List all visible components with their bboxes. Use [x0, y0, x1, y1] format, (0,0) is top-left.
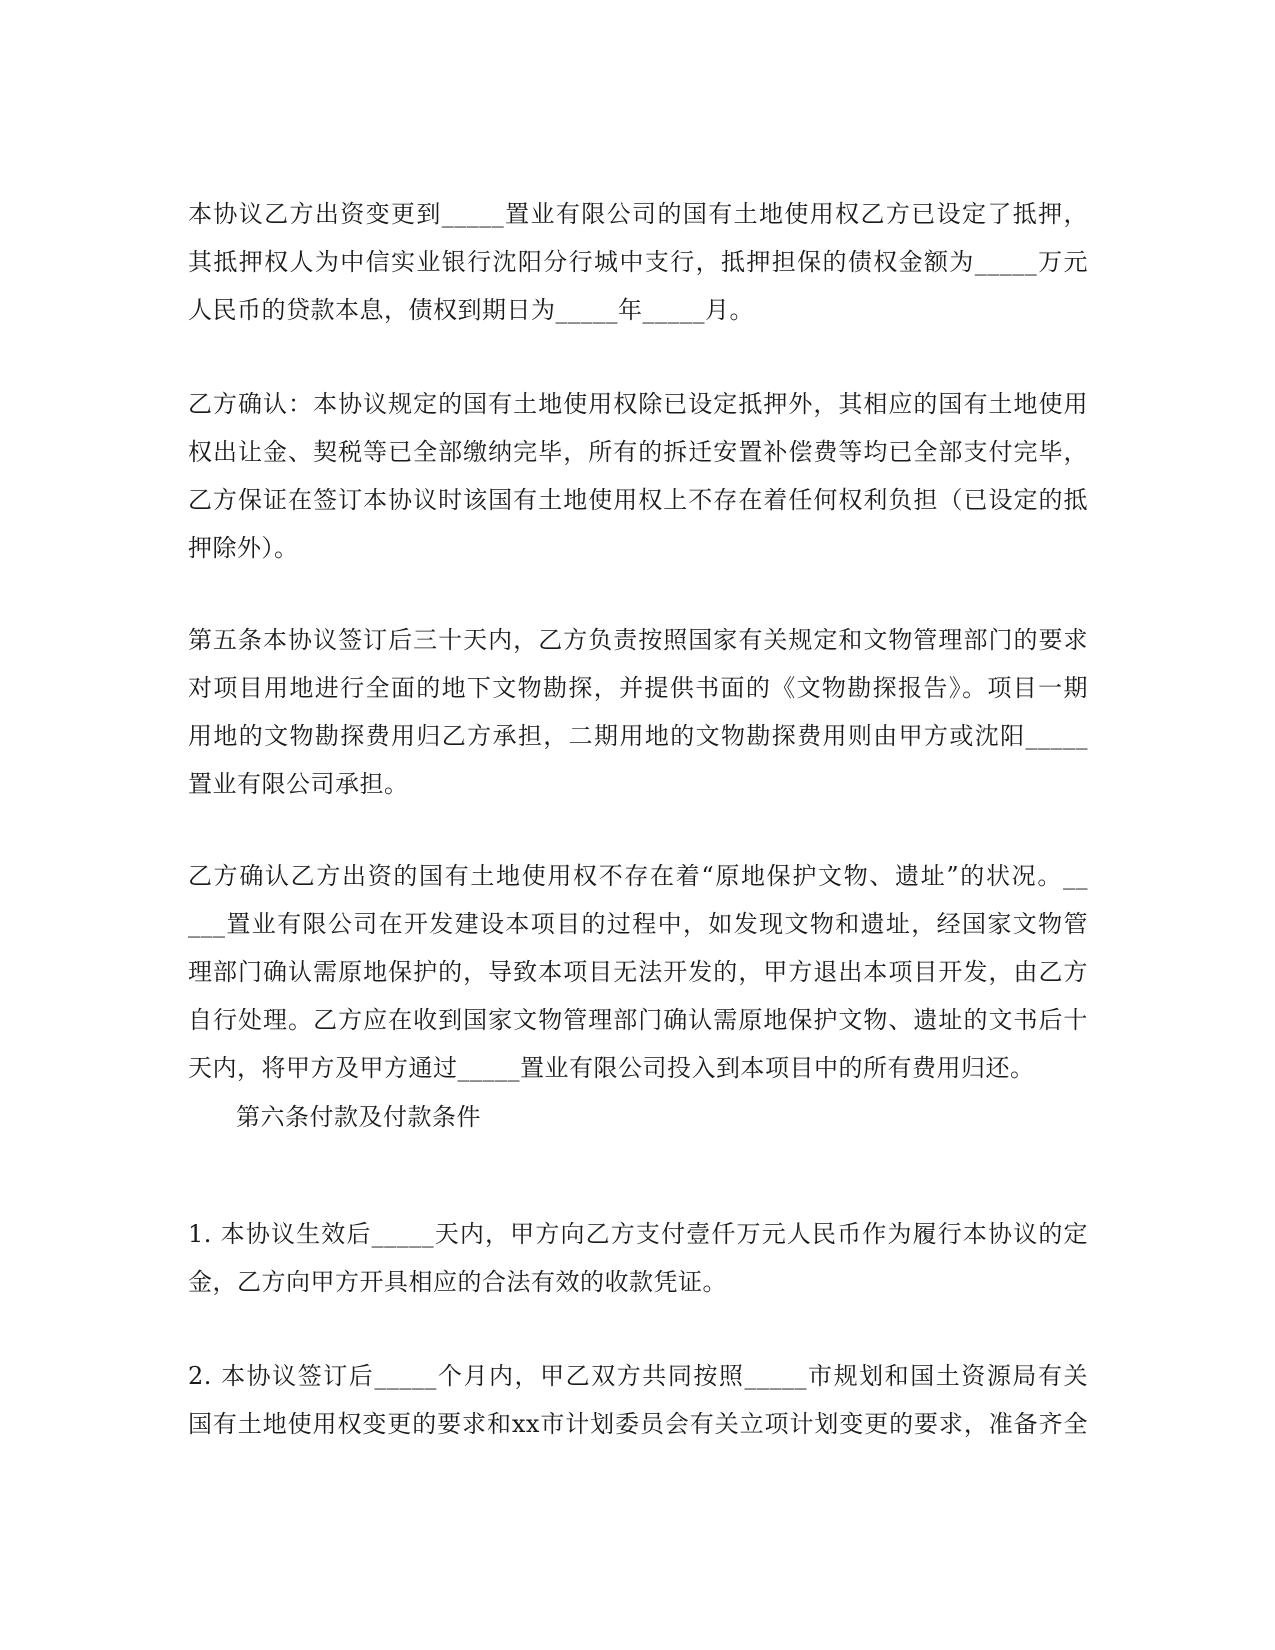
text-line: 其抵押权人为中信实业银行沈阳分行城中支行，抵押担保的债权金额为_____万元	[188, 248, 1088, 276]
text-line: 押除外）。	[188, 534, 299, 562]
text-line: 天内，将甲方及甲方通过_____置业有限公司投入到本项目中的所有费用归还。	[188, 1054, 1035, 1082]
text-line: 权出让金、契税等已全部缴纳完毕，所有的拆迁安置补偿费等均已全部支付完毕，	[188, 438, 1088, 466]
paragraph-item-1	[188, 1210, 1088, 1306]
text-line: 乙方确认：本协议规定的国有土地使用权除已设定抵押外，其相应的国有土地使用	[188, 390, 1088, 418]
text-line: 1. 本协议生效后_____天内，甲方向乙方支付壹仟万元人民币作为履行本协议的定	[188, 1220, 1088, 1248]
paragraph-relics	[188, 852, 1088, 1092]
text-line: ___置业有限公司在开发建设本项目的过程中，如发现文物和遗址，经国家文物管	[188, 910, 1088, 938]
text-line: 理部门确认需原地保护的，导致本项目无法开发的，甲方退出本项目开发，由乙方	[188, 958, 1088, 986]
paragraph-article-five	[188, 616, 1088, 808]
paragraph-mortgage	[188, 190, 1088, 334]
text-line: 金，乙方向甲方开具相应的合法有效的收款凭证。	[188, 1268, 727, 1296]
text-line: 乙方确认乙方出资的国有土地使用权不存在着“原地保护文物、遗址”的状况。__	[188, 862, 1088, 890]
text-line: 自行处理。乙方应在收到国家文物管理部门确认需原地保护文物、遗址的文书后十	[188, 1006, 1088, 1034]
text-line: 国有土地使用权变更的要求和xx市计划委员会有关立项计划变更的要求，准备齐全	[188, 1410, 1088, 1438]
text-line: 第五条本协议签订后三十天内，乙方负责按照国家有关规定和文物管理部门的要求	[188, 626, 1088, 654]
text-line: 置业有限公司承担。	[188, 770, 409, 798]
text-line: 对项目用地进行全面的地下文物勘探，并提供书面的《文物勘探报告》。项目一期	[188, 674, 1088, 702]
paragraph-item-2	[188, 1352, 1088, 1448]
text-line: 人民币的贷款本息，债权到期日为_____年_____月。	[188, 296, 754, 324]
text-line: 2. 本协议签订后_____个月内，甲乙双方共同按照_____市规划和国土资源局有关	[188, 1362, 1088, 1390]
text-line: 乙方保证在签订本协议时该国有土地使用权上不存在着任何权利负担（已设定的抵	[188, 486, 1088, 514]
text-line: 本协议乙方出资变更到_____置业有限公司的国有土地使用权乙方已设定了抵押，	[188, 200, 1088, 228]
text-line: 用地的文物勘探费用归乙方承担，二期用地的文物勘探费用则由甲方或沈阳_____	[188, 722, 1088, 750]
paragraph-confirmation	[188, 380, 1088, 572]
section-heading: 第六条付款及付款条件	[236, 1103, 481, 1131]
